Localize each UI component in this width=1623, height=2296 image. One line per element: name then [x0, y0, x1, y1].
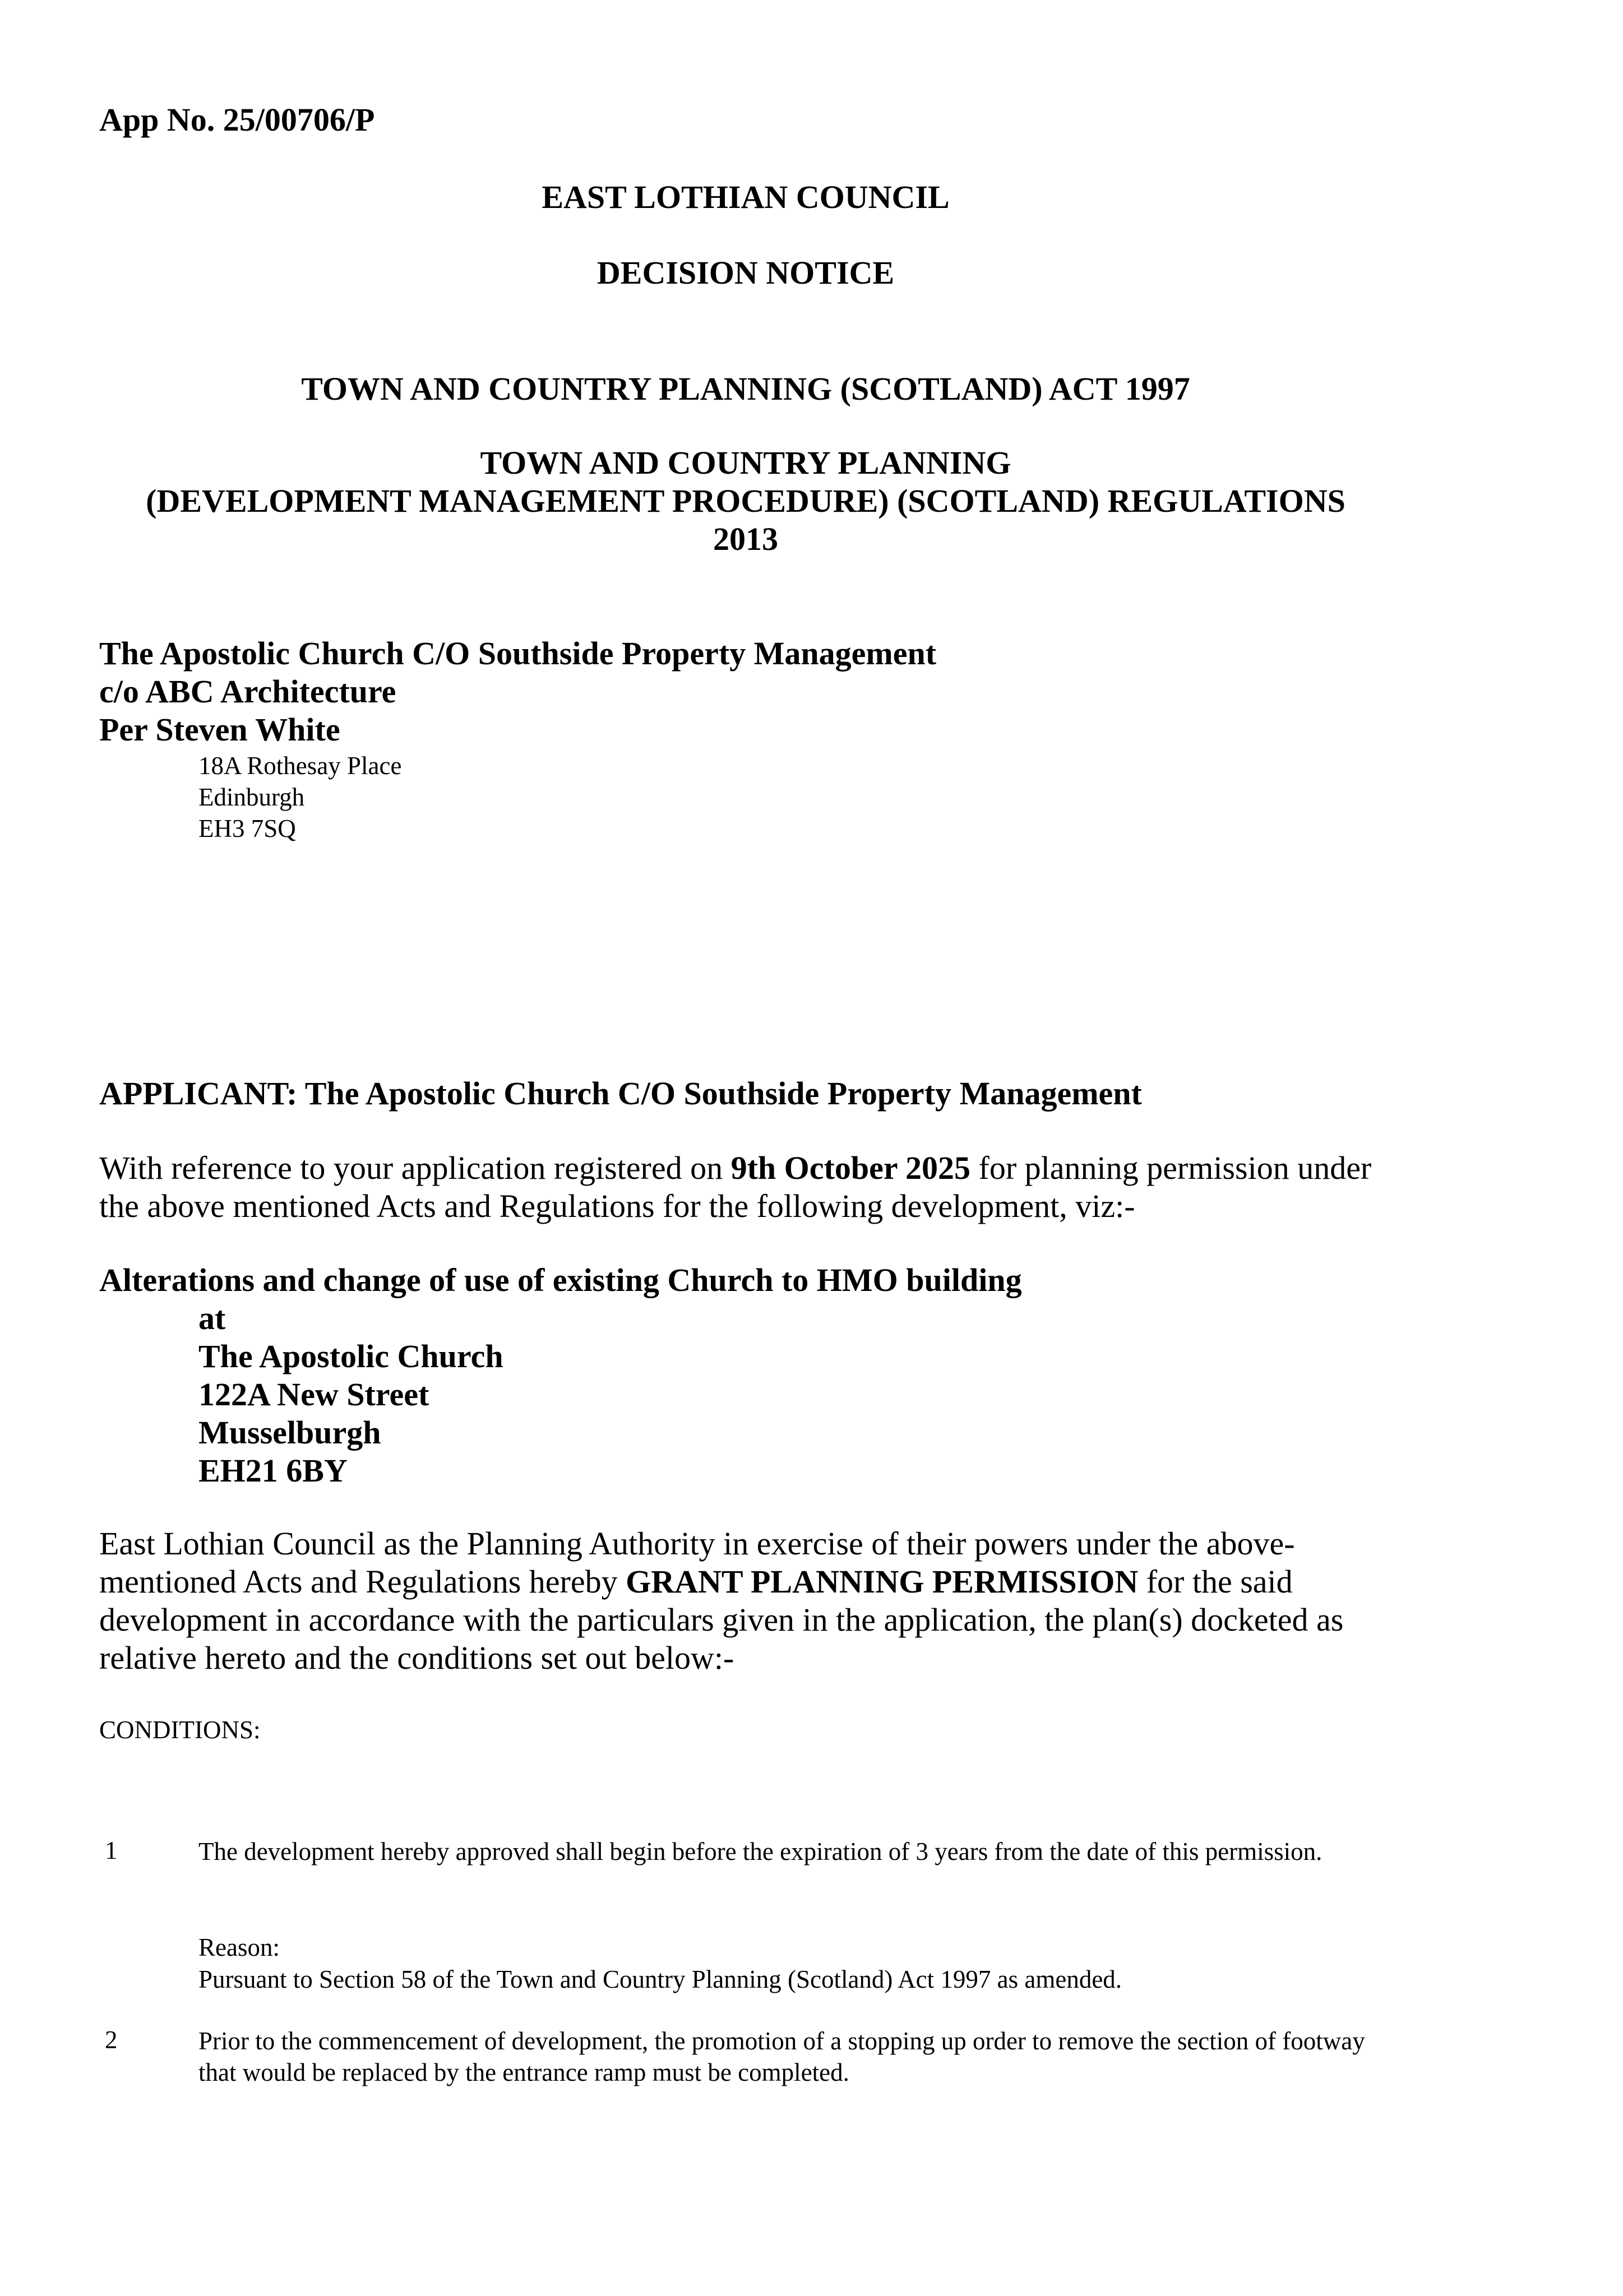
- condition-text: Prior to the commencement of development, the promotion of a stopping up order to remove the section of footway that would be replaced by the entrance ramp must be completed.: [198, 2027, 1365, 2086]
- regulations-line-3: 2013: [713, 521, 778, 557]
- agent-block: [99, 635, 936, 749]
- decision-text: GRANT PLANNING PERMISSION: [626, 1563, 1139, 1600]
- development-description: Alterations and change of use of existing Church to HMO building: [99, 1262, 1022, 1298]
- agent-care-of: c/o ABC Architecture: [99, 673, 396, 710]
- applicant-line: APPLICANT: The Apostolic Church C/O Southside Property Management: [99, 1075, 1142, 1112]
- grant-paragraph: [99, 1525, 1389, 1677]
- condition-number: 1: [105, 1836, 118, 1864]
- agent-name: The Apostolic Church C/O Southside Property Management: [99, 635, 937, 672]
- reference-paragraph: [99, 1149, 1389, 1225]
- grant-text-continued: for the said development in accordance with the particulars given in the application, the plan(s) docketed as relative hereto and the conditions set out below:-: [99, 1563, 1344, 1676]
- agent-per: Per Steven White: [99, 711, 340, 748]
- address-line: Edinburgh: [198, 783, 305, 811]
- registration-date: 9th October 2025: [730, 1150, 971, 1186]
- site-line: EH21 6BY: [198, 1452, 348, 1489]
- regulations-heading: [0, 444, 1491, 558]
- address-line: EH3 7SQ: [198, 814, 296, 843]
- reference-text-continued: for planning permission under the above mentioned Acts and Regulations for the following development, viz:-: [99, 1150, 1372, 1224]
- site-line: 122A New Street: [198, 1376, 429, 1413]
- condition-number: 2: [105, 2026, 118, 2054]
- site-line: The Apostolic Church: [198, 1338, 503, 1374]
- reason-text: Pursuant to Section 58 of the Town and Country Planning (Scotland) Act 1997 as amended.: [198, 1965, 1122, 1993]
- grant-text: East Lothian Council as the Planning Authority in exercise of their powers under the above-mentioned Acts and Regulations hereby: [99, 1525, 1295, 1600]
- regulations-line-2: (DEVELOPMENT MANAGEMENT PROCEDURE) (SCOTLAND) REGULATIONS: [146, 483, 1345, 519]
- site-address: [198, 1299, 503, 1490]
- act-heading: TOWN AND COUNTRY PLANNING (SCOTLAND) ACT 1997: [301, 371, 1190, 407]
- site-line: Musselburgh: [198, 1414, 381, 1451]
- decision-notice-heading: DECISION NOTICE: [597, 254, 895, 291]
- agent-address: [198, 750, 401, 844]
- address-line: 18A Rothesay Place: [198, 752, 402, 780]
- application-number: App No. 25/00706/P: [99, 101, 375, 138]
- condition-text: The development hereby approved shall begin before the expiration of 3 years from the date of this permission.: [198, 1837, 1323, 1866]
- reason-label: Reason:: [198, 1933, 280, 1961]
- reference-text: With reference to your application registered on: [99, 1150, 731, 1186]
- conditions-label: CONDITIONS:: [99, 1716, 261, 1744]
- regulations-line-1: TOWN AND COUNTRY PLANNING: [480, 445, 1011, 481]
- council-heading: EAST LOTHIAN COUNCIL: [542, 179, 950, 215]
- site-at: at: [198, 1300, 226, 1336]
